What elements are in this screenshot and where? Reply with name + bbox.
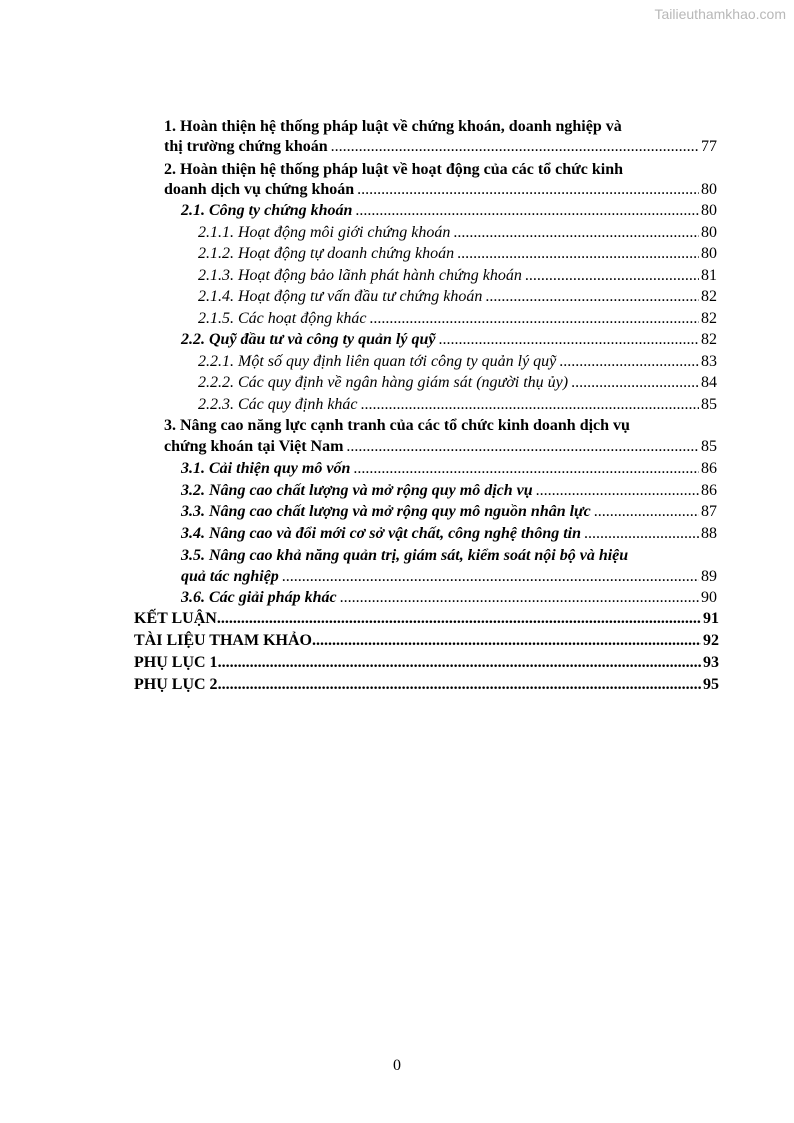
leader-dots xyxy=(584,525,699,543)
toc-entry-title: quả tác nghiệp xyxy=(181,568,279,585)
toc-entry-3-5[interactable] xyxy=(181,568,717,586)
toc-entry-3-4[interactable] xyxy=(181,525,717,543)
toc-entry-title: KẾT LUẬN xyxy=(134,610,217,627)
toc-entry-title: PHỤ LỤC 2 xyxy=(134,676,218,693)
toc-entry-title: 2.1.4. Hoạt động tư vấn đầu tư chứng khoán xyxy=(198,288,483,305)
toc-entry-tai-lieu[interactable] xyxy=(134,632,719,650)
toc-entry-title: 2.2. Quỹ đầu tư và công ty quản lý quỹ xyxy=(181,331,436,348)
toc-entry-3-5-line1: 3.5. Nâng cao khả năng quản trị, giám sát, kiểm soát nội bộ và hiệu xyxy=(181,547,629,564)
toc-entry-title: 2.2.2. Các quy định về ngân hàng giám sát (người thụ ủy) xyxy=(198,374,569,391)
page-number: 0 xyxy=(393,1057,401,1074)
leader-dots xyxy=(361,396,699,414)
toc-page-number: 83 xyxy=(701,353,717,370)
toc-entry-title: 2.2.1. Một số quy định liên quan tới công ty quản lý quỹ xyxy=(198,353,557,370)
toc-entry-3[interactable] xyxy=(164,438,717,456)
leader-dots xyxy=(438,331,699,349)
leader-dots xyxy=(218,654,701,672)
toc-entry-2-1-4[interactable] xyxy=(198,288,717,306)
leader-dots xyxy=(218,676,701,694)
toc-entry-3-2[interactable] xyxy=(181,482,717,500)
toc-page-number: 93 xyxy=(703,654,719,671)
toc-page-number: 81 xyxy=(701,267,717,284)
toc-page-number: 89 xyxy=(701,568,717,585)
toc-entry-title: PHỤ LỤC 1 xyxy=(134,654,218,671)
toc-page-number: 80 xyxy=(701,181,717,198)
toc-entry-title: chứng khoán tại Việt Nam xyxy=(164,438,344,455)
toc-entry-1-line1: 1. Hoàn thiện hệ thống pháp luật về chứng khoán, doanh nghiệp và xyxy=(164,118,622,135)
leader-dots xyxy=(357,181,699,199)
toc-page-number: 85 xyxy=(701,396,717,413)
leader-dots xyxy=(369,310,699,328)
toc-page-number: 80 xyxy=(701,202,717,219)
toc-entry-title: 2.1.5. Các hoạt động khác xyxy=(198,310,367,327)
leader-dots xyxy=(559,353,699,371)
toc-entry-2-2-1[interactable] xyxy=(198,353,717,371)
toc-page-number: 77 xyxy=(701,138,717,155)
toc-page-number: 91 xyxy=(703,610,719,627)
toc-page-number: 84 xyxy=(701,374,717,391)
toc-page-number: 82 xyxy=(701,288,717,305)
toc-entry-title: 2.1. Công ty chứng khoán xyxy=(181,202,353,219)
toc-entry-title: 3.6. Các giải pháp khác xyxy=(181,589,337,606)
toc-entry-title: 2.1.1. Hoạt động môi giới chứng khoán xyxy=(198,224,451,241)
toc-entry-3-line1: 3. Nâng cao năng lực cạnh tranh của các tổ chức kinh doanh dịch vụ xyxy=(164,417,630,434)
toc-page-number: 90 xyxy=(701,589,717,606)
toc-entry-2-2[interactable] xyxy=(181,331,717,349)
toc-entry-3-3[interactable] xyxy=(181,503,717,521)
leader-dots xyxy=(340,589,699,607)
toc-page-number: 86 xyxy=(701,482,717,499)
toc-page-number: 86 xyxy=(701,460,717,477)
toc-entry-2[interactable] xyxy=(164,181,717,199)
toc-entry-title: 2.1.2. Hoạt động tự doanh chứng khoán xyxy=(198,245,455,262)
toc-entry-title: 3.2. Nâng cao chất lượng và mở rộng quy mô dịch vụ xyxy=(181,482,533,499)
toc-page-number: 82 xyxy=(701,331,717,348)
toc-entry-title: TÀI LIỆU THAM KHẢO xyxy=(134,632,312,649)
toc-entry-phu-luc-1[interactable] xyxy=(134,654,719,672)
toc-page-number: 88 xyxy=(701,525,717,542)
leader-dots xyxy=(525,267,699,285)
leader-dots xyxy=(353,460,699,478)
leader-dots xyxy=(453,224,699,242)
toc-entry-2-2-3[interactable] xyxy=(198,396,717,414)
toc-entry-title: doanh dịch vụ chứng khoán xyxy=(164,181,355,198)
toc-entry-phu-luc-2[interactable] xyxy=(134,676,719,694)
toc-entry-3-6[interactable] xyxy=(181,589,717,607)
toc-entry-2-1-2[interactable] xyxy=(198,245,717,263)
toc-page-number: 80 xyxy=(701,245,717,262)
leader-dots xyxy=(536,482,699,500)
leader-dots xyxy=(485,288,699,306)
leader-dots xyxy=(282,568,699,586)
toc-page-number: 92 xyxy=(703,632,719,649)
toc-page-number: 80 xyxy=(701,224,717,241)
toc-entry-ket-luan[interactable] xyxy=(134,610,719,628)
toc-entry-2-line1: 2. Hoàn thiện hệ thống pháp luật về hoạt động của các tổ chức kinh xyxy=(164,161,624,178)
toc-entry-title: 3.4. Nâng cao và đổi mới cơ sở vật chất, công nghệ thông tin xyxy=(181,525,581,542)
leader-dots xyxy=(571,374,699,392)
toc-entry-title: thị trường chứng khoán xyxy=(164,138,328,155)
leader-dots xyxy=(312,632,701,650)
leader-dots xyxy=(457,245,699,263)
toc-page-number: 87 xyxy=(701,503,717,520)
toc-page-number: 85 xyxy=(701,438,717,455)
leader-dots xyxy=(331,138,699,156)
toc-entry-1[interactable] xyxy=(164,138,717,156)
leader-dots xyxy=(594,503,699,521)
toc-page-number: 82 xyxy=(701,310,717,327)
leader-dots xyxy=(355,202,699,220)
toc-entry-title: 3.1. Cải thiện quy mô vốn xyxy=(181,460,351,477)
toc-entry-2-2-2[interactable] xyxy=(198,374,717,392)
watermark-text: Tailieuthamkhao.com xyxy=(654,6,786,22)
toc-entry-title: 2.2.3. Các quy định khác xyxy=(198,396,358,413)
toc-entry-title: 2.1.3. Hoạt động bảo lãnh phát hành chứng khoán xyxy=(198,267,522,284)
toc-entry-2-1-3[interactable] xyxy=(198,267,717,285)
toc-entry-2-1-5[interactable] xyxy=(198,310,717,328)
leader-dots xyxy=(217,610,701,628)
toc-page-number: 95 xyxy=(703,676,719,693)
toc-entry-2-1[interactable] xyxy=(181,202,717,220)
toc-entry-title: 3.3. Nâng cao chất lượng và mở rộng quy mô nguồn nhân lực xyxy=(181,503,591,520)
toc-entry-3-1[interactable] xyxy=(181,460,717,478)
toc-entry-2-1-1[interactable] xyxy=(198,224,717,242)
leader-dots xyxy=(346,438,699,456)
